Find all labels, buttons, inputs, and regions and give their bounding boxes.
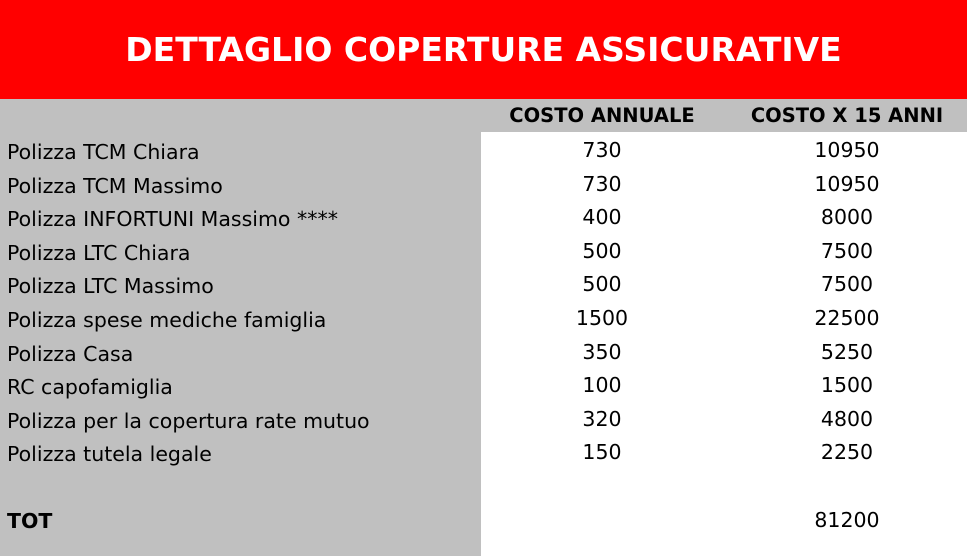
fifteen-year-cost-cell: 5250	[820, 339, 874, 364]
row-label: Polizza LTC Massimo	[7, 274, 214, 299]
row-label: RC capofamiglia	[7, 375, 173, 400]
annual-cost-cell: 730	[582, 138, 622, 162]
fifteen-year-cost-cell: 8000	[820, 205, 874, 230]
table-row	[0, 436, 967, 470]
row-label: Polizza LTC Chiara	[7, 240, 191, 265]
fifteen-year-cost-cell: 7500	[820, 238, 874, 263]
table-row	[0, 134, 967, 168]
annual-cost-cell: 500	[582, 272, 622, 297]
table-row	[0, 201, 967, 235]
row-label: Polizza TCM Massimo	[7, 173, 223, 198]
table-row	[0, 302, 967, 336]
table-row	[0, 403, 967, 437]
row-label: Polizza TCM Chiara	[7, 140, 200, 164]
row-label: Polizza INFORTUNI Massimo ****	[7, 207, 338, 232]
fifteen-year-cost-cell: 10950	[814, 138, 880, 162]
total-fifteen-year-value: 81200	[814, 508, 880, 532]
annual-cost-cell: 350	[582, 339, 622, 364]
table-row	[0, 168, 967, 202]
annual-cost-cell: 400	[582, 205, 622, 230]
title-banner	[0, 0, 967, 99]
column-header-annual-cost: COSTO ANNUALE	[509, 104, 695, 127]
fifteen-year-cost-cell: 2250	[820, 440, 874, 465]
row-label: Polizza Casa	[7, 341, 134, 366]
table-row	[0, 235, 967, 269]
fifteen-year-cost-cell: 10950	[814, 171, 880, 196]
annual-cost-cell: 500	[582, 238, 622, 263]
fifteen-year-cost-cell: 7500	[820, 272, 874, 297]
row-label: Polizza tutela legale	[7, 442, 212, 467]
annual-cost-cell: 150	[582, 440, 622, 465]
fifteen-year-cost-cell: 1500	[820, 373, 874, 398]
table-row	[0, 336, 967, 370]
table-row	[0, 369, 967, 403]
annual-cost-cell: 320	[582, 406, 622, 431]
table-row	[0, 268, 967, 302]
annual-cost-cell: 100	[582, 373, 622, 398]
total-label: TOT	[7, 509, 53, 533]
annual-cost-cell: 1500	[575, 305, 629, 330]
column-header-15-year-cost: COSTO X 15 ANNI	[750, 104, 944, 127]
fifteen-year-cost-cell: 22500	[814, 305, 880, 330]
fifteen-year-cost-cell: 4800	[820, 406, 874, 431]
annual-cost-cell: 730	[582, 171, 622, 196]
row-label: Polizza spese mediche famiglia	[7, 307, 327, 332]
coverage-table	[0, 134, 967, 470]
total-row	[0, 503, 967, 537]
page-title: DETTAGLIO COPERTURE ASSICURATIVE	[125, 30, 842, 69]
row-label: Polizza per la copertura rate mutuo	[7, 408, 370, 433]
